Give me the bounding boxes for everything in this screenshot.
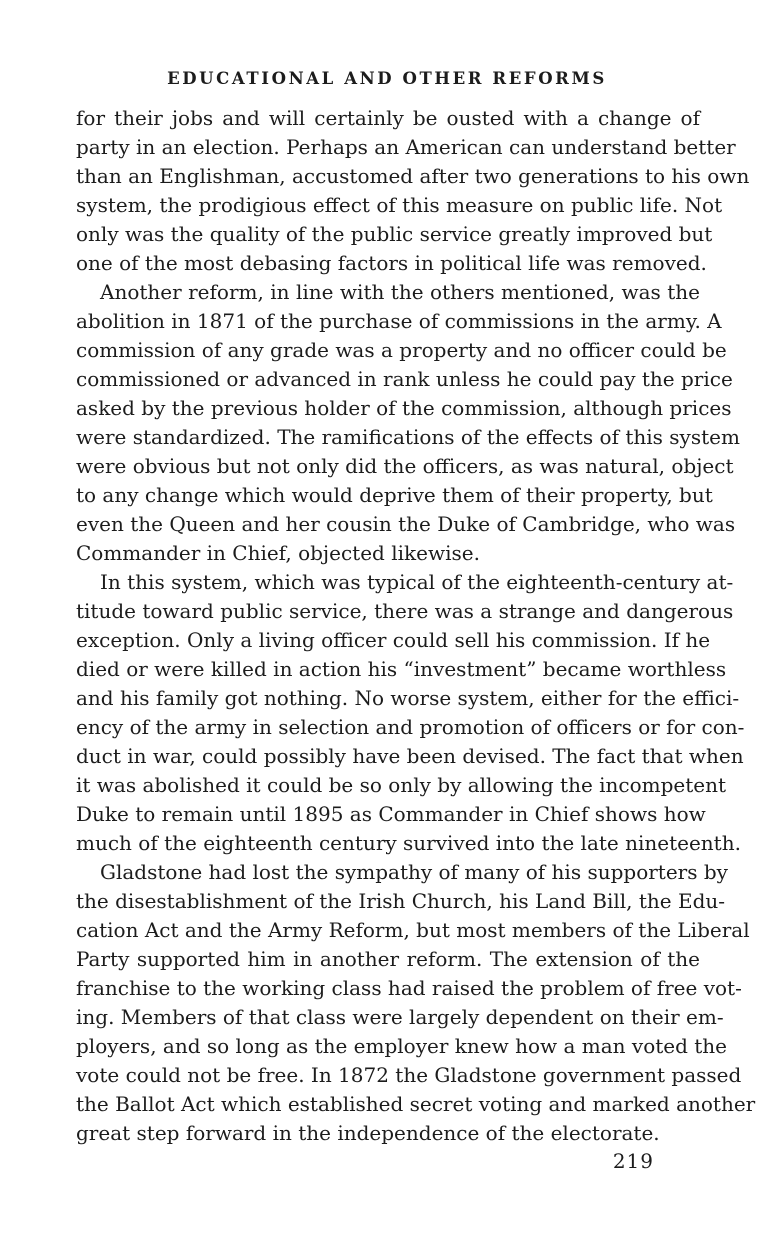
text-line: one of the most debasing factors in political life was removed.	[76, 251, 707, 275]
text-line: Commander in Chief, objected likewise.	[76, 541, 480, 565]
text-line: exception. Only a living officer could sell his commission. If he	[76, 628, 711, 652]
text-line: to any change which would deprive them of their property, but	[76, 483, 713, 507]
text-line: than an Englishman, accustomed after two generations to his own	[76, 164, 750, 188]
paragraph-start-line: Another reform, in line with the others mentioned, was the	[100, 280, 700, 304]
text-line: even the Queen and her cousin the Duke of Cambridge, who was	[76, 512, 736, 536]
text-line: ency of the army in selection and promotion of officers or for con-	[76, 715, 745, 739]
text-line: the disestablishment of the Irish Church, his Land Bill, the Edu-	[76, 889, 726, 913]
text-line: duct in war, could possibly have been devised. The fact that when	[76, 744, 744, 768]
text-line: Duke to remain until 1895 as Commander in Chief shows how	[76, 802, 706, 826]
text-line: Party supported him in another reform. The extension of the	[76, 947, 700, 971]
text-line: commissioned or advanced in rank unless he could pay the price	[76, 367, 733, 391]
text-line: were obvious but not only did the officers, as was natural, object	[76, 454, 734, 478]
page-number: 219	[612, 1149, 654, 1173]
body-text	[76, 104, 756, 1148]
text-line: vote could not be free. In 1872 the Gladstone government passed	[76, 1063, 742, 1087]
text-line: were standardized. The ramifications of the effects of this system	[76, 425, 740, 449]
text-line: cation Act and the Army Reform, but most members of the Liberal	[76, 918, 750, 942]
text-line: only was the quality of the public service greatly improved but	[76, 222, 713, 246]
text-line: system, the prodigious effect of this measure on public life. Not	[76, 193, 723, 217]
running-head: EDUCATIONAL AND OTHER REFORMS	[167, 69, 607, 88]
text-line: it was abolished it could be so only by allowing the incompetent	[76, 773, 727, 797]
text-line: much of the eighteenth century survived into the late nineteenth.	[76, 831, 741, 855]
text-line: and his family got nothing. No worse system, either for the effici-	[76, 686, 740, 710]
text-line: great step forward in the independence of the electorate.	[76, 1121, 660, 1145]
text-line: titude toward public service, there was a strange and dangerous	[76, 599, 734, 623]
text-line: ployers, and so long as the employer knew how a man voted the	[76, 1034, 728, 1058]
text-line: died or were killed in action his “investment” became worthless	[76, 657, 727, 681]
paragraph-start-line: In this system, which was typical of the eighteenth-century at-	[100, 570, 734, 594]
text-line: for their jobs and will certainly be ousted with a change of	[76, 106, 700, 130]
text-line: the Ballot Act which established secret voting and marked another	[76, 1092, 756, 1116]
text-line: abolition in 1871 of the purchase of commissions in the army. A	[76, 309, 722, 333]
text-line: franchise to the working class had raised the problem of free vot-	[76, 976, 742, 1000]
text-line: asked by the previous holder of the commission, although prices	[76, 396, 732, 420]
text-line: ing. Members of that class were largely dependent on their em-	[76, 1005, 724, 1029]
text-line: party in an election. Perhaps an American can understand better	[76, 135, 736, 159]
text-line: commission of any grade was a property and no officer could be	[76, 338, 727, 362]
paragraph-start-line: Gladstone had lost the sympathy of many of his supporters by	[100, 860, 728, 884]
